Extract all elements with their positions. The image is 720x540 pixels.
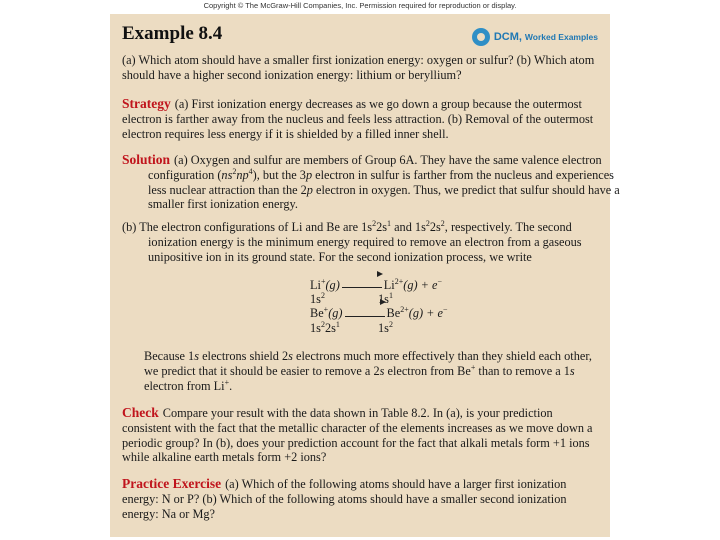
check-section bbox=[122, 406, 598, 465]
solution-a-ns-sup: 2 bbox=[232, 166, 237, 176]
practice-heading: Practice Exercise bbox=[122, 476, 222, 491]
strategy-text: (a) First ionization energy decreases as we go down a group because the outermost electron is farther away from the nucleus and feels less attraction. (b) Removal of the outermost electron requires less energy if it is shielded by a filled inner shell. bbox=[122, 97, 594, 141]
be-reactant: Be+(g) bbox=[310, 305, 343, 321]
solution-a-p2: p bbox=[306, 182, 313, 197]
solution-b-text-4: 2s bbox=[429, 220, 441, 234]
li-config-reactant: $1s^2$ bbox=[310, 291, 325, 307]
solution-heading: Solution bbox=[122, 152, 171, 167]
solution-b-sup2: 1 bbox=[387, 218, 392, 228]
solution-a-text-3: electron in sulfur is farther from the nucleus and experiences less nuclear attraction than the 2 bbox=[148, 167, 614, 197]
logo-text-light: Worked Examples bbox=[524, 32, 598, 42]
solution-a-text: (a) Oxygen and sulfur are members of Group 6A. They have the same valence electron configuration ( bbox=[148, 153, 602, 182]
example-panel bbox=[110, 14, 620, 537]
practice-section bbox=[122, 477, 598, 521]
reaction-arrow-icon bbox=[342, 274, 382, 288]
be-product: $Be^{2+}(g) + e^-$ bbox=[386, 305, 448, 321]
shielding-explanation: Because 1s electrons shield 2s electrons much more effectively than they shield each other, we predict that it should be easier to remove a 2s electron from Be+ than to remove a 1s electron from Li+. bbox=[144, 349, 593, 393]
ionization-equations bbox=[310, 278, 448, 335]
question-text: (a) Which atom should have a smaller first ionization energy: oxygen or sulfur? (b) Which atom should have a higher second ionization energy: lithium or beryllium? bbox=[122, 53, 595, 82]
solution-a-np: np bbox=[236, 167, 249, 182]
solution-a-p1: p bbox=[305, 167, 313, 182]
worked-examples-logo[interactable] bbox=[472, 28, 598, 46]
solution-b-sup1: 2 bbox=[372, 218, 377, 228]
solution-a-np-sup: 4 bbox=[248, 166, 253, 176]
equation-li bbox=[310, 278, 448, 292]
be-config-reactant: $1s^22s^1$ bbox=[310, 319, 340, 335]
li-config-product: $1s^1$ bbox=[378, 291, 393, 307]
solution-a-text-4: electron in oxygen. Thus, we predict that sulfur should have a smaller first ionization energy. bbox=[148, 182, 620, 212]
copyright-notice: Copyright © The McGraw-Hill Companies, Inc. Permission required for reproduction or display. bbox=[203, 1, 517, 10]
check-heading: Check bbox=[122, 405, 159, 420]
be-config-product: $1s^2$ bbox=[378, 319, 393, 335]
equation-be bbox=[310, 306, 448, 320]
logo-text-strong: DCM, bbox=[493, 31, 522, 43]
solution-b-text-2: 2s bbox=[376, 220, 388, 234]
check-text: Compare your result with the data shown in Table 8.2. In (a), is your prediction consistent with the fact that the metallic character of the elements increases as we move down a periodic group? In (b), does your prediction account for the fact that alkali metals form +1 ions while alkaline earth metals form +2 ions? bbox=[122, 406, 593, 465]
solution-part-b bbox=[122, 220, 624, 264]
li-reactant: Li+(g) bbox=[310, 276, 340, 292]
solution-part-a bbox=[122, 153, 624, 212]
solution-b-text: (b) The electron configurations of Li and Be are 1s bbox=[122, 220, 373, 234]
solution-b-text-3: and 1s bbox=[391, 220, 426, 234]
solution-b-sup4: 2 bbox=[440, 218, 445, 228]
strategy-section bbox=[122, 97, 598, 141]
solution-b-text-5: , respectively. The second ionization energy is the minimum energy required to remove an electron from a gaseous unipositive ion in its ground state. For the second ionization process, we write bbox=[148, 220, 582, 264]
disc-icon bbox=[472, 28, 490, 46]
config-be bbox=[310, 321, 448, 335]
li-product: $Li^{2+}(g) + e^-$ bbox=[383, 276, 443, 292]
solution-a-ns: ns bbox=[221, 167, 233, 182]
solution-b-sup3: 2 bbox=[425, 218, 430, 228]
reaction-arrow-icon bbox=[345, 302, 385, 316]
strategy-heading: Strategy bbox=[122, 96, 171, 111]
solution-a-text-2: ), but the 3 bbox=[252, 167, 306, 182]
example-title: Example 8.4 bbox=[122, 23, 223, 44]
practice-text: (a) Which of the following atoms should have a larger first ionization energy: N or P? (b) Which of the following atoms should have a smaller second ionization energy: Na or Mg? bbox=[122, 477, 567, 521]
